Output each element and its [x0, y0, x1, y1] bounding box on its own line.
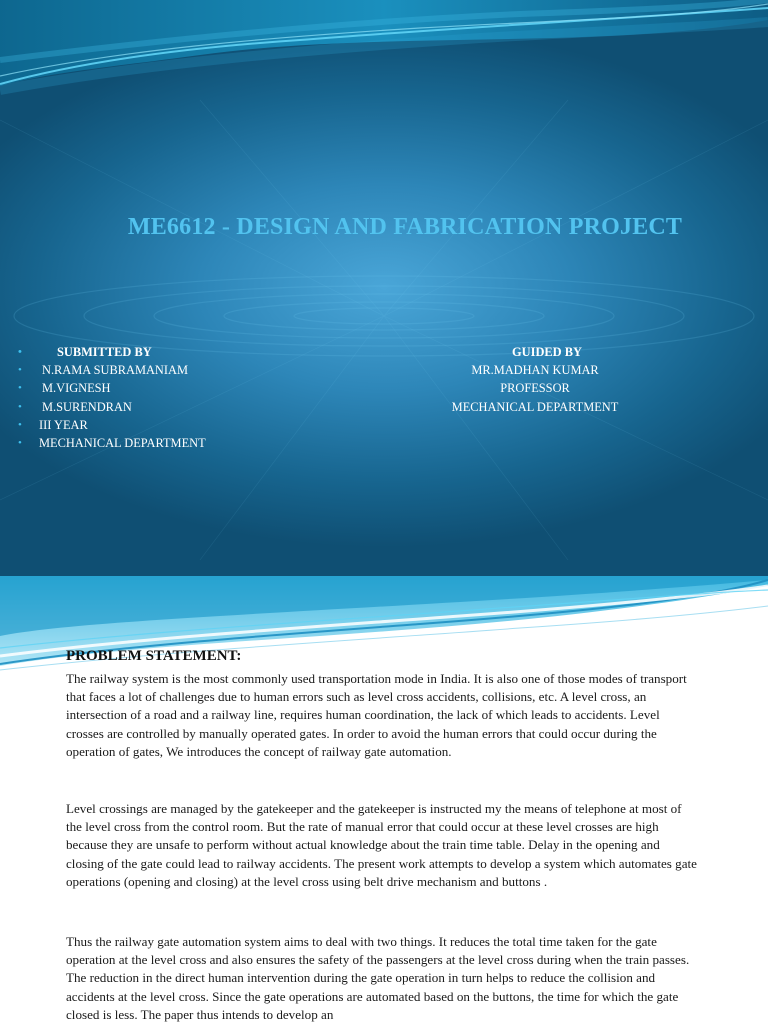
guide-department: MECHANICAL DEPARTMENT: [451, 399, 619, 414]
guided-by-list: [390, 343, 680, 416]
problem-statement-heading: PROBLEM STATEMENT:: [66, 648, 242, 664]
guide-name: MR.MADHAN KUMAR: [471, 363, 599, 378]
student-department: • MECHANICAL DEPARTMENT: [18, 434, 348, 452]
guide-designation: PROFESSOR: [500, 381, 570, 396]
student-name: • N.RAMA SUBRAMANIAM: [18, 361, 348, 379]
submitted-by-list: [18, 343, 348, 452]
paragraph: Thus the railway gate automation system aims to deal with two things. It reduces the total time taken for the gate operation at the level cross and also ensures the safety of the passengers at the level cross during when the train passes. The reduction in the direct human intervention during the gate operation in turn helps to reduce the collision and accidents at the level cross. Since the gate operations are automated based on the buttons, the time for which the gate closed is less. The paper thus intends to develop an: [66, 934, 690, 1022]
slide-title: ME6612 - DESIGN AND FABRICATION PROJECT: [127, 214, 683, 240]
paragraph: Level crossings are managed by the gatekeeper and the gatekeeper is instructed my the means of telephone at most of the level cross from the control room. But the rate of manual error that could occur at these level crosses are high because they are unsafe to perform without actual knowledge about the train time table. Delay in the opening and closing of the gate could lead to railway accidents. The present work attempts to develop a system which automates gate operations (opening and closing) at the level cross using belt drive mechanism and buttons .: [66, 801, 697, 889]
problem-statement-slide: [0, 576, 768, 1024]
student-year: • III YEAR: [18, 416, 348, 434]
guided-by-heading: GUIDED BY: [512, 345, 582, 359]
paragraph: The railway system is the most commonly used transportation mode in India. It is also one of those modes of transport that faces a lot of challenges due to human errors such as level cross accidents, collisions, etc. A level cross, an intersection of a road and a railway line, requires human coordination, the lack of which leads to accidents. Level crosses are controlled by manually operated gates. In order to avoid the human errors that could occur during the operation of gates, We introduces the concept of railway gate automation.: [66, 671, 687, 759]
student-name: • M.SURENDRAN: [18, 398, 348, 416]
submitted-by-heading: • SUBMITTED BY: [18, 343, 348, 361]
student-name: • M.VIGNESH: [18, 379, 348, 397]
